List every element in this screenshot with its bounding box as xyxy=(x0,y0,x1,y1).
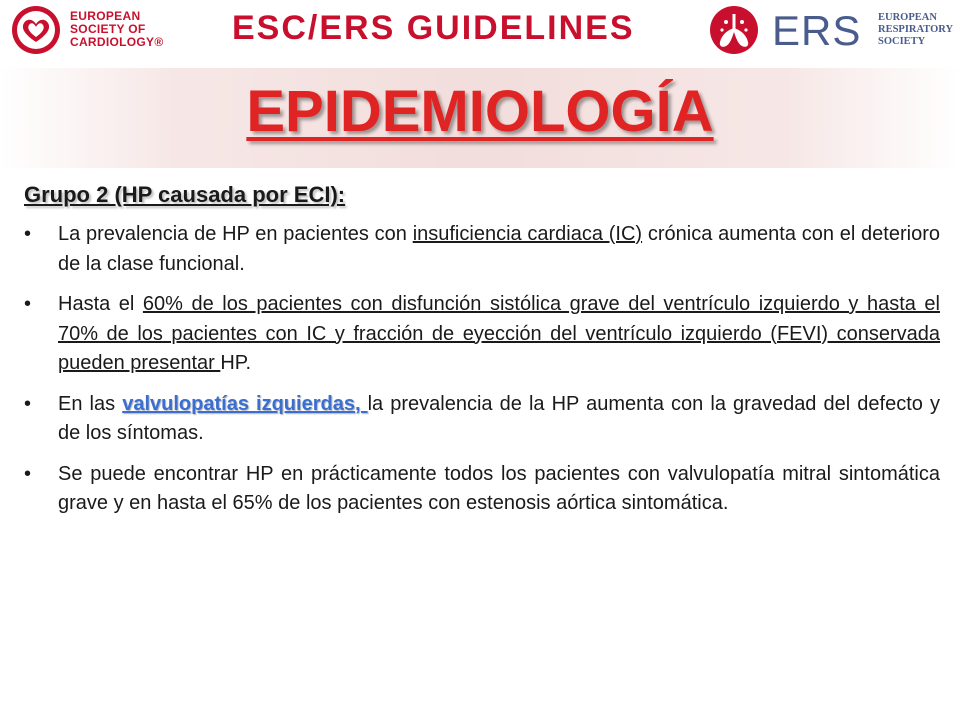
bullet-item xyxy=(24,390,940,449)
ers-logo-line: EUROPEAN xyxy=(878,12,937,23)
bullet-glyph: • xyxy=(24,392,32,415)
underlined-text: insuficiencia cardiaca (IC) xyxy=(412,223,643,245)
bullet-item xyxy=(24,460,940,519)
ers-logo-line: SOCIETY xyxy=(878,36,926,47)
header-bar xyxy=(0,0,960,64)
esc-logo-line: CARDIOLOGY® xyxy=(70,35,164,49)
bullet-text: HP. xyxy=(220,352,252,374)
bullet-list xyxy=(24,220,940,519)
underlined-text: 60% de los pacientes con disfunción sistólica grave del ventrículo izquierdo y hasta el 70% de los pacientes con IC y fracción de eyección del ventrículo izquierdo (FEVI) conservada pueden presentar xyxy=(58,293,940,374)
bullet-glyph: • xyxy=(24,223,32,245)
ers-logo xyxy=(706,4,956,60)
bullet-text: Hasta el xyxy=(58,293,143,315)
guidelines-title: ESC/ERS GUIDELINES xyxy=(232,9,635,47)
bullet-text: crónica aumenta con el deterioro de la clase funcional. xyxy=(58,223,940,275)
esc-logo xyxy=(10,4,190,60)
bullet-text: En las xyxy=(58,392,123,415)
esc-logo-line: SOCIETY OF xyxy=(70,22,146,36)
bullet-text: La prevalencia de HP en pacientes con xyxy=(58,223,413,245)
bullet-item xyxy=(24,290,940,379)
ers-logo-line: RESPIRATORY xyxy=(878,24,954,35)
section-subtitle: Grupo 2 (HP causada por ECI): xyxy=(24,182,346,207)
bullet-item xyxy=(24,220,940,279)
slide-body xyxy=(24,180,940,530)
bullet-glyph: • xyxy=(24,293,32,315)
ers-lungs-logo-icon xyxy=(706,4,762,56)
page-title: EPIDEMIOLOGÍA xyxy=(246,79,714,144)
esc-logo-line: EUROPEAN xyxy=(70,9,141,23)
valvulopathies-link[interactable]: valvulopatías izquierdas, xyxy=(122,392,368,415)
bullet-glyph: • xyxy=(24,462,32,485)
bullet-text: Se puede encontrar HP en prácticamente todos los pacientes con valvulopatía mitral sintomática grave y en hasta el 65% de los pacientes con estenosis aórtica sintomática. xyxy=(58,462,940,514)
ers-logo-text xyxy=(878,12,958,48)
bullet-text: la prevalencia de la HP aumenta con la gravedad del defecto y de los síntomas. xyxy=(58,392,940,444)
esc-logo-text xyxy=(70,10,190,49)
ers-wordmark: ERS xyxy=(772,7,862,54)
esc-heart-logo-icon xyxy=(10,4,62,56)
